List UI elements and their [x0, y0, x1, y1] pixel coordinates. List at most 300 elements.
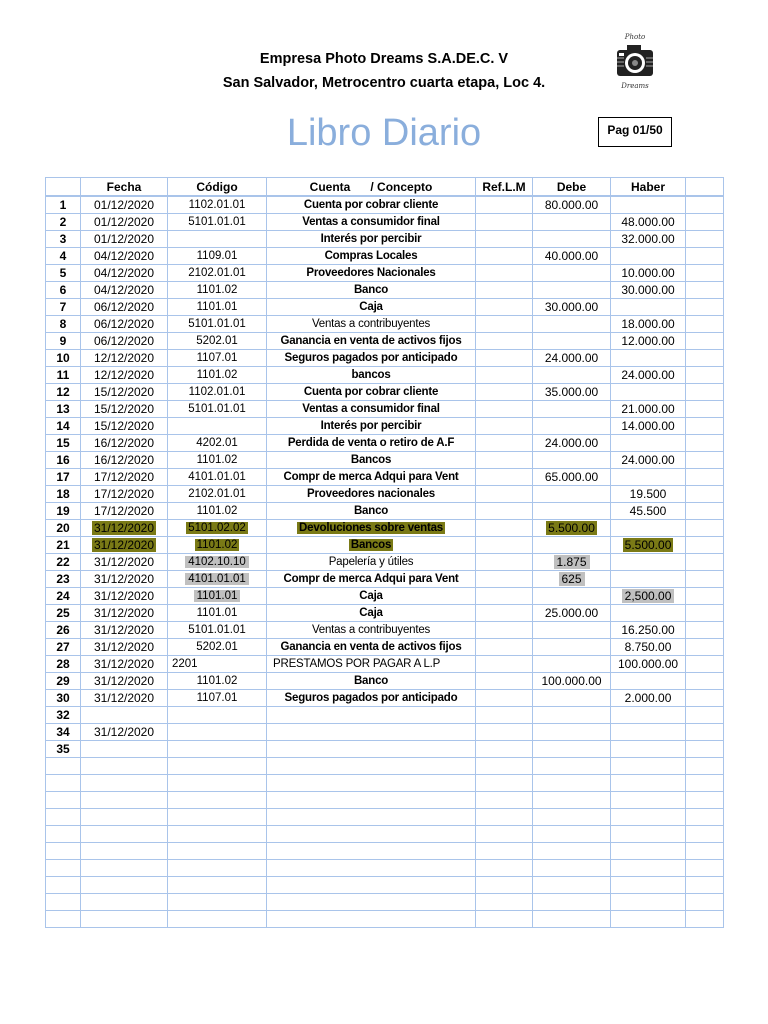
cell-ref	[476, 265, 533, 282]
row-number: 30	[46, 690, 81, 707]
cell-fecha	[81, 435, 168, 452]
cell-cuenta-text: Cuenta por cobrar cliente	[303, 199, 439, 211]
cell-codigo	[168, 622, 267, 639]
empty-cell	[476, 809, 533, 826]
cell-fecha	[81, 537, 168, 554]
cell-extra	[686, 231, 724, 248]
cell-ref	[476, 350, 533, 367]
empty-cell	[81, 860, 168, 877]
company-name: Empresa Photo Dreams S.A.DE.C. V	[259, 51, 509, 67]
cell-codigo-text: 5101.01.01	[188, 216, 246, 228]
cell-ref	[476, 435, 533, 452]
empty-cell	[81, 877, 168, 894]
row-number: 27	[46, 639, 81, 656]
empty-cell	[533, 860, 611, 877]
cell-extra	[686, 401, 724, 418]
cell-cuenta	[267, 503, 476, 520]
cell-cuenta	[267, 554, 476, 571]
cell-cuenta-text: Compr de merca Adqui para Vent	[283, 471, 459, 483]
row-number: 21	[46, 537, 81, 554]
cell-fecha	[81, 401, 168, 418]
cell-extra	[686, 486, 724, 503]
empty-cell	[533, 809, 611, 826]
cell-fecha	[81, 248, 168, 265]
table-row	[46, 520, 724, 537]
row-number: 7	[46, 299, 81, 316]
cell-cuenta	[267, 724, 476, 741]
cell-codigo-text: 1101.01	[196, 301, 238, 313]
page-number: Pag 01/50	[598, 117, 672, 147]
cell-ref	[476, 384, 533, 401]
cell-codigo	[168, 520, 267, 537]
row-number: 10	[46, 350, 81, 367]
empty-cell	[46, 775, 81, 792]
cell-cuenta	[267, 690, 476, 707]
camera-icon	[615, 42, 655, 80]
logo-text-bottom: Dreams	[621, 82, 649, 90]
cell-cuenta-text: Banco	[353, 505, 389, 517]
col-ref: Ref.L.M	[476, 178, 533, 197]
cell-codigo	[168, 435, 267, 452]
cell-cuenta	[267, 605, 476, 622]
empty-cell	[81, 775, 168, 792]
cell-cuenta	[267, 486, 476, 503]
cell-fecha	[81, 350, 168, 367]
empty-cell	[686, 860, 724, 877]
cell-fecha-text: 12/12/2020	[93, 368, 155, 382]
journal-table	[45, 177, 724, 928]
col-debe: Debe	[533, 178, 611, 197]
cell-debe-text: 80.000.00	[544, 198, 599, 212]
cell-codigo	[168, 401, 267, 418]
empty-cell	[46, 843, 81, 860]
cell-extra	[686, 214, 724, 231]
cell-cuenta	[267, 367, 476, 384]
empty-cell	[168, 911, 267, 928]
cell-haber-text: 100.000.00	[617, 657, 679, 671]
cell-haber	[611, 707, 686, 724]
cell-debe	[533, 248, 611, 265]
cell-ref	[476, 503, 533, 520]
empty-cell	[267, 792, 476, 809]
table-row	[46, 367, 724, 384]
cell-haber	[611, 248, 686, 265]
cell-fecha	[81, 571, 168, 588]
empty-cell	[476, 792, 533, 809]
cell-haber	[611, 503, 686, 520]
cell-haber	[611, 316, 686, 333]
cell-extra	[686, 282, 724, 299]
cell-cuenta-text: Interés por percibir	[320, 420, 422, 432]
cell-extra	[686, 299, 724, 316]
cell-ref	[476, 605, 533, 622]
table-row	[46, 605, 724, 622]
row-number: 1	[46, 196, 81, 214]
cell-cuenta	[267, 452, 476, 469]
cell-debe-text: 1.875	[554, 555, 590, 569]
cell-fecha	[81, 384, 168, 401]
cell-debe-text: 5.500.00	[548, 521, 595, 535]
table-row	[46, 418, 724, 435]
cell-debe	[533, 503, 611, 520]
empty-row	[46, 911, 724, 928]
cell-haber	[611, 724, 686, 741]
cell-codigo	[168, 503, 267, 520]
cell-codigo-text: 2102.01.01	[188, 267, 246, 279]
cell-cuenta	[267, 214, 476, 231]
empty-cell	[611, 911, 686, 928]
row-number: 35	[46, 741, 81, 758]
cell-fecha-text: 31/12/2020	[93, 572, 155, 586]
empty-cell	[686, 775, 724, 792]
cell-cuenta	[267, 537, 476, 554]
cell-haber	[611, 690, 686, 707]
cell-debe	[533, 724, 611, 741]
cell-ref	[476, 299, 533, 316]
cell-fecha	[81, 588, 168, 605]
cell-fecha-text: 31/12/2020	[93, 640, 155, 654]
cell-fecha	[81, 231, 168, 248]
empty-row	[46, 775, 724, 792]
logo-text-top: Photo	[624, 33, 646, 41]
cell-codigo-text: 5202.01	[196, 335, 238, 347]
cell-haber-text: 16.250.00	[621, 623, 675, 637]
cell-haber	[611, 214, 686, 231]
cell-codigo	[168, 452, 267, 469]
cell-extra	[686, 741, 724, 758]
cell-fecha	[81, 520, 168, 537]
empty-cell	[168, 860, 267, 877]
cell-debe	[533, 231, 611, 248]
cell-debe	[533, 605, 611, 622]
cell-fecha	[81, 452, 168, 469]
cell-haber	[611, 299, 686, 316]
table-row	[46, 673, 724, 690]
table-row	[46, 469, 724, 486]
cell-codigo-text: 1101.02	[196, 454, 238, 466]
table-row	[46, 265, 724, 282]
cell-haber	[611, 231, 686, 248]
table-row	[46, 435, 724, 452]
cell-cuenta-text: Interés por percibir	[320, 233, 422, 245]
cell-fecha	[81, 707, 168, 724]
cell-cuenta-text: Compras Locales	[324, 250, 418, 262]
cell-ref	[476, 196, 533, 214]
table-row	[46, 554, 724, 571]
cell-debe	[533, 622, 611, 639]
cell-extra	[686, 571, 724, 588]
cell-cuenta-text: Caja	[359, 301, 383, 313]
cell-debe	[533, 537, 611, 554]
cell-debe	[533, 384, 611, 401]
cell-codigo	[168, 537, 267, 554]
empty-cell	[46, 894, 81, 911]
cell-haber-text: 2,500.00	[622, 589, 675, 603]
cell-cuenta	[267, 401, 476, 418]
cell-codigo-text: 5101.01.01	[188, 403, 246, 415]
cell-codigo-text: 5101.02.02	[188, 522, 246, 534]
row-number: 32	[46, 707, 81, 724]
cell-codigo	[168, 724, 267, 741]
cell-fecha-text: 04/12/2020	[93, 249, 155, 263]
cell-haber-text: 2.000.00	[624, 691, 672, 705]
cell-debe	[533, 265, 611, 282]
empty-cell	[476, 911, 533, 928]
cell-codigo	[168, 196, 267, 214]
cell-haber	[611, 196, 686, 214]
empty-cell	[267, 877, 476, 894]
page-title: Libro Diario	[286, 112, 482, 154]
cell-cuenta	[267, 469, 476, 486]
cell-ref	[476, 707, 533, 724]
row-number: 3	[46, 231, 81, 248]
cell-haber	[611, 265, 686, 282]
cell-cuenta	[267, 656, 476, 673]
empty-cell	[611, 775, 686, 792]
cell-debe	[533, 418, 611, 435]
cell-codigo-text: 4101.01.01	[188, 471, 246, 483]
empty-cell	[533, 877, 611, 894]
cell-fecha	[81, 196, 168, 214]
table-row	[46, 690, 724, 707]
cell-codigo	[168, 282, 267, 299]
cell-fecha	[81, 503, 168, 520]
row-number: 15	[46, 435, 81, 452]
cell-haber	[611, 639, 686, 656]
cell-ref	[476, 214, 533, 231]
cell-fecha	[81, 299, 168, 316]
table-row	[46, 741, 724, 758]
cell-extra	[686, 707, 724, 724]
cell-cuenta-text: Banco	[353, 675, 389, 687]
cell-debe-text: 24.000.00	[544, 351, 599, 365]
empty-cell	[168, 877, 267, 894]
empty-cell	[533, 894, 611, 911]
empty-cell	[168, 826, 267, 843]
empty-cell	[611, 758, 686, 775]
cell-cuenta-text: Banco	[353, 284, 389, 296]
row-number: 28	[46, 656, 81, 673]
cell-codigo-text: 1101.01	[194, 590, 241, 602]
cell-debe	[533, 452, 611, 469]
cell-codigo-text: 1107.01	[196, 352, 238, 364]
cell-extra	[686, 452, 724, 469]
row-number: 24	[46, 588, 81, 605]
cell-fecha	[81, 554, 168, 571]
empty-cell	[267, 809, 476, 826]
table-header	[46, 178, 724, 197]
cell-haber	[611, 452, 686, 469]
cell-haber	[611, 418, 686, 435]
cell-codigo-text: 1101.02	[196, 539, 238, 551]
col-number	[46, 178, 81, 197]
empty-cell	[476, 894, 533, 911]
cell-extra	[686, 724, 724, 741]
cell-debe	[533, 333, 611, 350]
cell-extra	[686, 367, 724, 384]
cell-debe	[533, 554, 611, 571]
cell-fecha	[81, 486, 168, 503]
cell-cuenta-text: Ventas a contribuyentes	[311, 318, 431, 330]
cell-fecha	[81, 690, 168, 707]
cell-fecha-text: 31/12/2020	[93, 657, 155, 671]
cell-debe	[533, 469, 611, 486]
empty-cell	[267, 826, 476, 843]
cell-ref	[476, 639, 533, 656]
cell-ref	[476, 231, 533, 248]
cell-cuenta-text: Bancos	[350, 454, 392, 466]
cell-haber-text: 5.500.00	[624, 538, 672, 552]
cell-codigo	[168, 469, 267, 486]
cell-cuenta-text: Ganancia en venta de activos fijos	[280, 335, 462, 347]
cell-ref	[476, 486, 533, 503]
cell-fecha-text: 06/12/2020	[93, 300, 155, 314]
cell-cuenta-text: Cuenta por cobrar cliente	[303, 386, 439, 398]
cell-codigo	[168, 384, 267, 401]
cell-fecha-text: 15/12/2020	[93, 402, 155, 416]
table-row	[46, 299, 724, 316]
cell-cuenta	[267, 384, 476, 401]
cell-haber-text: 19.500	[629, 487, 667, 501]
cell-extra	[686, 656, 724, 673]
empty-cell	[81, 894, 168, 911]
cell-cuenta-text: Seguros pagados por anticipado	[284, 352, 458, 364]
empty-cell	[168, 843, 267, 860]
cell-extra	[686, 503, 724, 520]
cell-extra	[686, 605, 724, 622]
cell-cuenta-text: Caja	[359, 590, 383, 602]
cell-ref	[476, 554, 533, 571]
cell-cuenta	[267, 520, 476, 537]
cell-extra	[686, 418, 724, 435]
cell-cuenta-text: PRESTAMOS POR PAGAR A L.P	[273, 658, 441, 670]
cell-cuenta-text: Compr de merca Adqui para Vent	[283, 573, 459, 585]
cell-extra	[686, 196, 724, 214]
cell-fecha	[81, 605, 168, 622]
empty-cell	[267, 911, 476, 928]
empty-cell	[81, 911, 168, 928]
cell-fecha-text: 01/12/2020	[93, 198, 155, 212]
cell-fecha	[81, 673, 168, 690]
cell-debe	[533, 401, 611, 418]
cell-debe-text: 100.000.00	[541, 674, 602, 688]
cell-haber	[611, 571, 686, 588]
cell-cuenta	[267, 622, 476, 639]
cell-codigo	[168, 248, 267, 265]
empty-cell	[611, 860, 686, 877]
cell-haber-text: 24.000.00	[621, 368, 675, 382]
cell-cuenta-text: bancos	[351, 369, 391, 381]
cell-cuenta-text: Bancos	[350, 539, 392, 551]
cell-codigo-text: 5101.01.01	[188, 624, 246, 636]
empty-cell	[611, 809, 686, 826]
empty-cell	[168, 792, 267, 809]
table-row	[46, 622, 724, 639]
cell-cuenta	[267, 418, 476, 435]
cell-extra	[686, 265, 724, 282]
col-cuenta: Cuenta	[309, 179, 351, 194]
cell-cuenta-text: Proveedores Nacionales	[306, 267, 436, 279]
empty-cell	[168, 809, 267, 826]
cell-codigo	[168, 707, 267, 724]
cell-ref	[476, 316, 533, 333]
cell-cuenta	[267, 741, 476, 758]
row-number: 20	[46, 520, 81, 537]
cell-codigo-text: 4101.01.01	[185, 573, 249, 585]
cell-cuenta	[267, 299, 476, 316]
cell-ref	[476, 452, 533, 469]
empty-cell	[686, 826, 724, 843]
empty-cell	[46, 758, 81, 775]
cell-ref	[476, 656, 533, 673]
table-row	[46, 196, 724, 214]
cell-cuenta	[267, 282, 476, 299]
cell-debe	[533, 741, 611, 758]
empty-cell	[686, 911, 724, 928]
cell-fecha	[81, 639, 168, 656]
cell-haber-text: 24.000.00	[621, 453, 675, 467]
cell-haber-text: 32.000.00	[621, 232, 675, 246]
table-row	[46, 656, 724, 673]
cell-cuenta-text: Devoluciones sobre ventas	[299, 522, 443, 534]
cell-haber-text: 10.000.00	[621, 266, 675, 280]
cell-debe	[533, 673, 611, 690]
empty-cell	[81, 809, 168, 826]
cell-debe	[533, 571, 611, 588]
cell-haber-text: 48.000.00	[621, 215, 675, 229]
cell-ref	[476, 418, 533, 435]
empty-cell	[533, 792, 611, 809]
empty-cell	[533, 843, 611, 860]
cell-codigo	[168, 605, 267, 622]
empty-cell	[476, 775, 533, 792]
empty-cell	[476, 877, 533, 894]
cell-fecha-text: 06/12/2020	[93, 334, 155, 348]
empty-cell	[533, 775, 611, 792]
cell-cuenta	[267, 231, 476, 248]
cell-codigo-text: 5202.01	[196, 641, 238, 653]
table-row	[46, 248, 724, 265]
cell-cuenta	[267, 707, 476, 724]
cell-debe-text: 30.000.00	[544, 300, 599, 314]
cell-debe-text: 35.000.00	[544, 385, 599, 399]
row-number: 4	[46, 248, 81, 265]
cell-fecha-text: 31/12/2020	[93, 691, 155, 705]
cell-fecha	[81, 622, 168, 639]
cell-cuenta	[267, 435, 476, 452]
cell-codigo	[168, 316, 267, 333]
cell-fecha-text: 04/12/2020	[93, 266, 155, 280]
empty-cell	[81, 758, 168, 775]
cell-cuenta-text: Papelería y útiles	[328, 556, 414, 568]
cell-extra	[686, 316, 724, 333]
empty-row	[46, 894, 724, 911]
cell-ref	[476, 741, 533, 758]
cell-fecha-text: 31/12/2020	[93, 521, 155, 535]
col-fecha: Fecha	[81, 178, 168, 197]
cell-fecha	[81, 724, 168, 741]
cell-haber-text: 18.000.00	[621, 317, 675, 331]
row-number: 13	[46, 401, 81, 418]
cell-haber-text: 45.500	[629, 504, 667, 518]
cell-cuenta	[267, 350, 476, 367]
cell-ref	[476, 690, 533, 707]
cell-cuenta	[267, 248, 476, 265]
cell-cuenta	[267, 333, 476, 350]
cell-fecha-text: 15/12/2020	[93, 419, 155, 433]
cell-fecha	[81, 656, 168, 673]
col-cuenta-concepto	[267, 178, 476, 197]
